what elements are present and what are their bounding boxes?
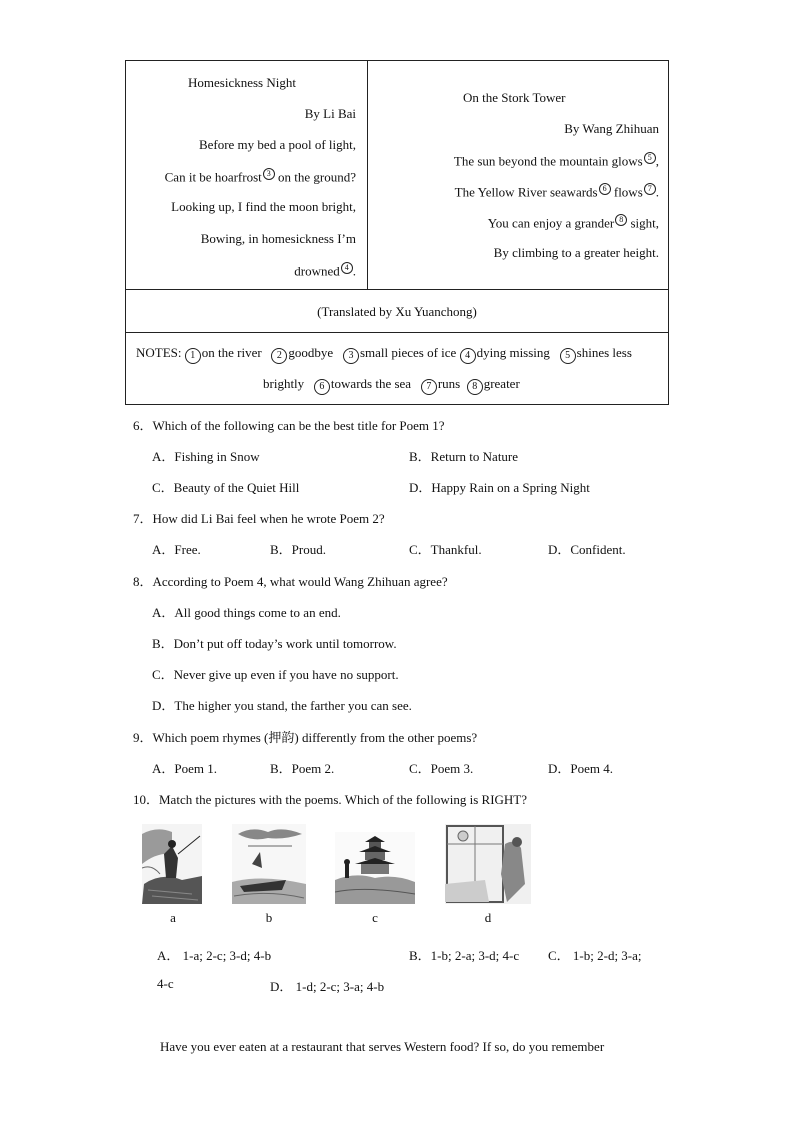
option-b[interactable]: B．Return to Nature — [409, 449, 519, 464]
note-2: 2 goodbye — [271, 345, 333, 360]
poem-line: drowned $^4$ . — [294, 263, 356, 279]
picture-label: d — [484, 910, 492, 925]
question-stem: 9．Which poem rhymes (押韵) differently from the other poems? — [133, 730, 478, 745]
poem-row — [126, 61, 668, 290]
picture-label: a — [170, 910, 176, 925]
note-8: 8 greater — [467, 376, 520, 391]
poem-line: You can enjoy a grander $^8$ sight, — [487, 215, 659, 231]
reading-passage-intro: Have you ever eaten at a restaurant that serves Western food? If so, do you remember — [160, 1039, 605, 1054]
option-a[interactable]: A．All good things come to an end. — [152, 605, 341, 620]
option-d[interactable]: D．The higher you stand, the farther you can see. — [152, 698, 412, 713]
picture-a — [142, 824, 202, 904]
option-c[interactable]: C．Poem 3. — [409, 761, 474, 776]
poem-title: On the Stork Tower — [463, 90, 566, 105]
poem-title: Homesickness Night — [188, 75, 296, 90]
option-d[interactable]: D．Happy Rain on a Spring Night — [409, 480, 590, 495]
question-stem: 10．Match the pictures with the poems. Which of the following is RIGHT? — [133, 792, 528, 807]
note-5: 5 shines less — [560, 345, 632, 360]
option-a[interactable]: A． 1-a; 2-c; 3-d; 4-b — [157, 948, 272, 963]
question-stem: 7．How did Li Bai feel when he wrote Poem 2? — [133, 511, 385, 526]
option-b[interactable]: B．Proud. — [270, 542, 326, 557]
poem-line: Bowing, in homesickness I’m — [200, 231, 356, 246]
picture-label: c — [372, 910, 378, 925]
note-marker: 4 — [341, 262, 353, 274]
poem-line: The Yellow River seawards $^6$ flows $^7$ . — [454, 184, 659, 200]
notes-line-1 — [136, 345, 632, 364]
picture-b — [232, 824, 306, 904]
poem-line: The sun beyond the mountain glows $^5$ , — [453, 153, 659, 169]
note-6: 6 towards the sea — [314, 376, 411, 391]
poem-table — [125, 60, 669, 405]
option-b[interactable]: B．1-b; 2-a; 3-d; 4-c — [409, 948, 520, 963]
option-d[interactable]: D．Poem 4. — [548, 761, 614, 776]
note-1: 1 on the river — [185, 345, 262, 360]
option-d[interactable]: D． 1-d; 2-c; 3-a; 4-b — [270, 979, 385, 994]
option-d[interactable]: D．Confident. — [548, 542, 626, 557]
option-c[interactable]: C． 1-b; 2-d; 3-a; — [548, 948, 642, 963]
poem-author: By Wang Zhihuan — [564, 121, 659, 136]
option-a[interactable]: A．Free. — [152, 542, 201, 557]
poem-line: Looking up, I find the moon bright, — [171, 199, 356, 214]
poem-line: Before my bed a pool of light, — [198, 137, 356, 152]
option-c[interactable]: C．Beauty of the Quiet Hill — [152, 480, 300, 495]
picture-c — [335, 832, 415, 904]
note-7: 7 runs — [421, 376, 460, 391]
notes-section — [126, 333, 668, 404]
poem-line: Can it be hoarfrost $^3$ on the ground? — [164, 169, 356, 185]
note-marker: 3 — [263, 168, 275, 180]
column-divider — [367, 61, 368, 290]
note-marker: 5 — [644, 152, 656, 164]
note-4: 4 dying missing — [460, 345, 550, 360]
note-marker: 8 — [615, 214, 627, 226]
option-a[interactable]: A．Fishing in Snow — [152, 449, 260, 464]
option-b[interactable]: B．Poem 2. — [270, 761, 335, 776]
option-c-continued: 4-c — [157, 976, 174, 991]
poem-author: By Li Bai — [304, 106, 356, 121]
picture-d — [445, 824, 531, 904]
notes-label: NOTES: — [136, 345, 185, 360]
option-a[interactable]: A．Poem 1. — [152, 761, 218, 776]
note-marker: 7 — [644, 183, 656, 195]
option-c[interactable]: C．Thankful. — [409, 542, 482, 557]
notes-line-2: brightly 6 towards the sea 7 runs 8 greater — [263, 376, 520, 395]
option-c[interactable]: C．Never give up even if you have no support. — [152, 667, 399, 682]
question-stem: 8．According to Poem 4, what would Wang Zhihuan agree? — [133, 574, 448, 589]
translator-credit: (Translated by Xu Yuanchong) — [126, 290, 668, 333]
poem-line: By climbing to a greater height. — [493, 245, 659, 260]
note-marker: 6 — [599, 183, 611, 195]
note-3: 3 small pieces of ice — [343, 345, 456, 360]
option-b[interactable]: B．Don’t put off today’s work until tomorrow. — [152, 636, 397, 651]
picture-label: b — [265, 910, 273, 925]
question-stem: 6．Which of the following can be the best title for Poem 1? — [133, 418, 445, 433]
